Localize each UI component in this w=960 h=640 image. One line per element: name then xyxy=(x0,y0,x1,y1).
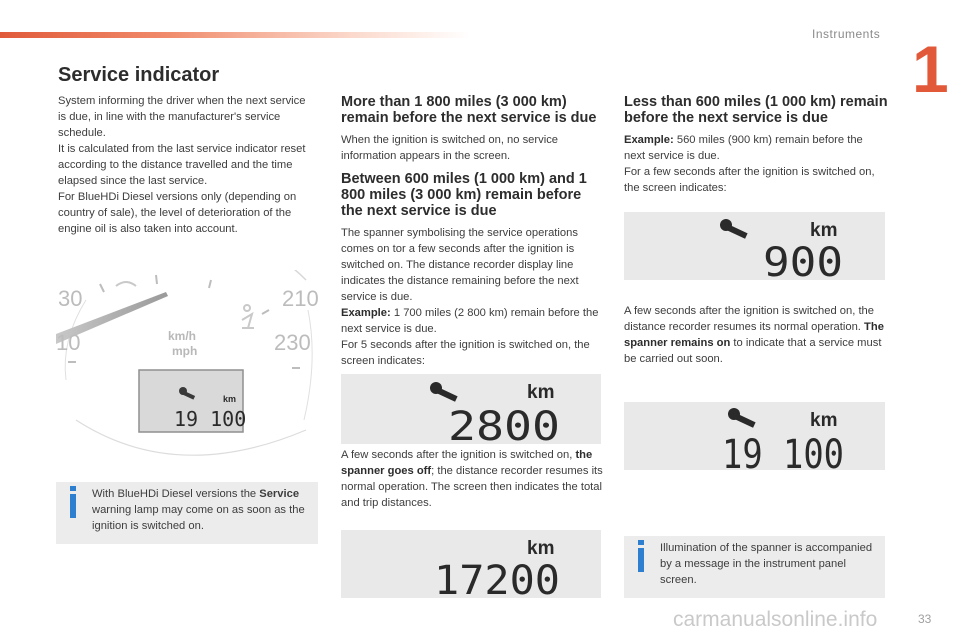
intro-paragraph-2: It is calculated from the last service indicator reset according to the distance travelled and the time elapsed since the last service. xyxy=(58,143,306,187)
cluster-speed-10: 10 xyxy=(56,330,81,355)
cluster-unit-kmh: km/h xyxy=(168,329,197,343)
display-value-19100: 19 100 xyxy=(722,432,844,470)
spanner-icon xyxy=(430,382,458,402)
info-icon-dot xyxy=(638,540,644,545)
info-box-service-lamp xyxy=(56,482,318,544)
section-label: Instruments xyxy=(812,27,881,41)
intro-paragraph-1: System informing the driver when the next service is due, in line with the manufacturer's service schedule. xyxy=(58,95,306,139)
info-icon-bar xyxy=(638,548,644,572)
paragraph-5-seconds: For 5 seconds after the ignition is switched on, the screen indicates: xyxy=(341,339,590,367)
header-accent-bar xyxy=(0,32,470,38)
cluster-unit-mph: mph xyxy=(172,344,198,358)
display-19100 xyxy=(624,402,885,470)
display-value-2800: 2800 xyxy=(448,404,560,444)
display-km-label: km xyxy=(810,220,838,241)
heading-less-than-600: Less than 600 miles (1 000 km) remain before the next service is due xyxy=(624,94,888,126)
cluster-speed-30: 30 xyxy=(58,286,83,311)
cluster-speed-230: 230 xyxy=(274,330,311,355)
display-value-900: 900 xyxy=(763,240,843,280)
instrument-cluster-illustration xyxy=(56,270,318,470)
paragraph-no-service-info: When the ignition is switched on, no service information appears in the screen. xyxy=(341,134,559,162)
heading-more-than-1800: More than 1 800 miles (3 000 km) remain before the next service is due xyxy=(341,94,597,126)
info-text-spanner-message: Illumination of the spanner is accompanied by a message in the instrument panel screen. xyxy=(660,542,873,586)
paragraph-few-seconds: For a few seconds after the ignition is switched on, the screen indicates: xyxy=(624,166,875,194)
display-17200 xyxy=(341,530,601,598)
display-900 xyxy=(624,212,885,280)
paragraph-spanner-goes-off: A few seconds after the ignition is switched on, the spanner goes off; the distance recorder resumes its normal operation. The screen then indicates the total and trip distances. xyxy=(341,449,603,509)
cluster-reading: 19 100 xyxy=(174,407,247,431)
paragraph-example-900: Example: 560 miles (900 km) remain before the next service is due. xyxy=(624,134,863,162)
display-km-label: km xyxy=(527,382,555,403)
cluster-symbol-icon xyxy=(116,282,136,286)
paragraph-spanner-symbol: The spanner symbolising the service operations comes on tor a few seconds after the ignition is switched on. The distance recorder display line indicates the distance remaining before the next service is due. xyxy=(341,227,579,303)
info-icon-dot xyxy=(70,486,76,491)
cluster-speed-210: 210 xyxy=(282,286,318,311)
info-text-service-lamp: With BlueHDi Diesel versions the Service warning lamp may come on as soon as the ignition is switched on. xyxy=(92,488,305,532)
info-icon-bar xyxy=(70,494,76,518)
seatbelt-warning-icon xyxy=(242,305,254,328)
display-km-label: km xyxy=(810,410,838,431)
intro-paragraph-3: For BlueHDi Diesel versions only (depending on country of sale), the level of deterioration of the engine oil is also taken into account. xyxy=(58,191,297,235)
info-box-spanner-message xyxy=(624,536,885,598)
heading-between-600-1800: Between 600 miles (1 000 km) and 1 800 miles (3 000 km) remain before the next service is due xyxy=(341,171,587,219)
display-2800 xyxy=(341,374,601,444)
paragraph-spanner-remains-on: A few seconds after the ignition is switched on, the distance recorder resumes its normal operation. The spanner remains on to indicate that a service must be carried out soon. xyxy=(624,305,884,365)
spanner-icon xyxy=(720,219,748,239)
display-km-label: km xyxy=(527,538,555,559)
watermark-text: carmanualsonline.info xyxy=(673,608,878,631)
page-number: 33 xyxy=(918,612,932,626)
display-value-17200: 17200 xyxy=(434,558,560,598)
cluster-km-label: km xyxy=(223,394,237,404)
chapter-number: 1 xyxy=(912,32,949,106)
page-title: Service indicator xyxy=(58,64,220,86)
spanner-icon xyxy=(728,408,756,428)
paragraph-example-2800: Example: 1 700 miles (2 800 km) remain before the next service is due. xyxy=(341,307,599,335)
